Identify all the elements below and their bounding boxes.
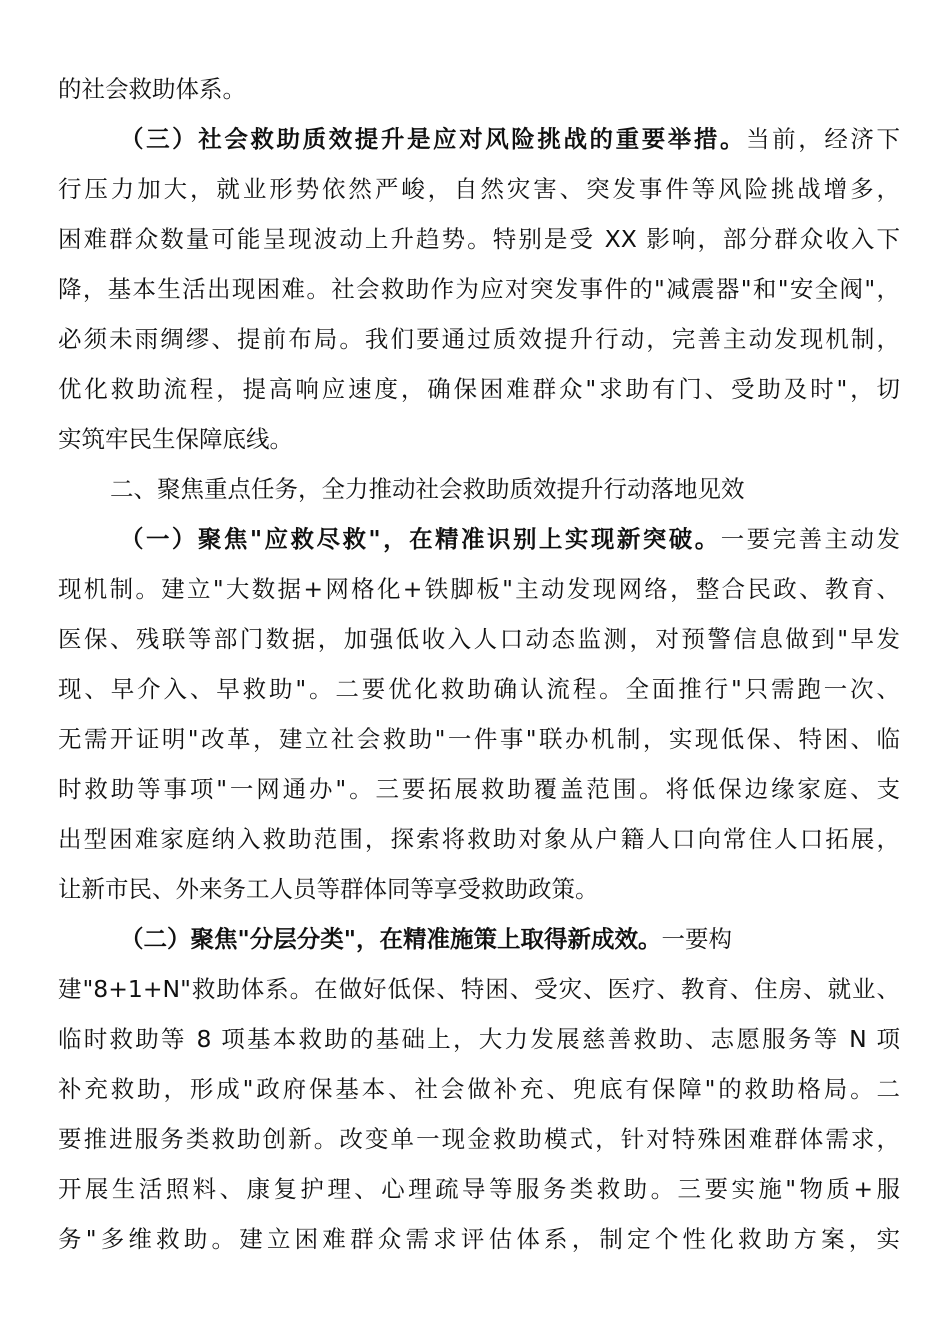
text-line <box>58 1114 900 1164</box>
body-text: 的社会救助体系。 <box>58 75 246 103</box>
text-line <box>58 364 900 414</box>
text-line <box>58 764 900 814</box>
body-text: 降，基本生活出现困难。社会救助作为应对突发事件的"减震器"和"安全阀"， <box>58 275 900 303</box>
body-text: 开展生活照料、康复护理、心理疏导等服务类救助。三要实施"物质+服 <box>58 1175 900 1203</box>
body-text: 无需开证明"改革，建立社会救助"一件事"联办机制，实现低保、特困、临 <box>58 725 900 753</box>
body-text: 实筑牢民生保障底线。 <box>58 425 293 453</box>
body-text: 时救助等事项"一网通办"。三要拓展救助覆盖范围。将低保边缘家庭、支 <box>58 775 900 803</box>
body-text: 要推进服务类救助创新。改变单一现金救助模式，针对特殊困难群体需求， <box>58 1125 900 1153</box>
body-text: 困难群众数量可能呈现波动上升趋势。特别是受 XX 影响，部分群众收入下 <box>58 225 900 253</box>
text-line <box>58 964 900 1014</box>
text-line <box>58 1064 900 1114</box>
body-text: 医保、残联等部门数据，加强低收入人口动态监测，对预警信息做到"早发 <box>58 625 900 653</box>
body-text: 当前，经济下 <box>746 125 900 153</box>
text-line <box>58 164 900 214</box>
body-text: 现、早介入、早救助"。二要优化救助确认流程。全面推行"只需跑一次、 <box>58 675 900 703</box>
text-line <box>58 914 900 964</box>
body-text: 行压力加大，就业形势依然严峻，自然灾害、突发事件等风险挑战增多， <box>58 175 900 203</box>
text-line <box>58 264 900 314</box>
text-line <box>58 464 900 514</box>
document-page <box>58 64 900 1264</box>
body-text: 二、聚焦重点任务，全力推动社会救助质效提升行动落地见效 <box>110 475 745 503</box>
body-text: 优化救助流程，提高响应速度，确保困难群众"求助有门、受助及时"，切 <box>58 375 900 403</box>
text-line <box>58 64 900 114</box>
text-line <box>58 864 900 914</box>
body-text: 出型困难家庭纳入救助范围，探索将救助对象从户籍人口向常住人口拓展， <box>58 825 900 853</box>
body-text: 一要构 <box>661 925 732 953</box>
body-text: 补充救助，形成"政府保基本、社会做补充、兜底有保障"的救助格局。二 <box>58 1075 900 1103</box>
text-line <box>58 564 900 614</box>
text-line <box>58 114 900 164</box>
text-line <box>58 1014 900 1064</box>
text-line <box>58 414 900 464</box>
body-text: 务"多维救助。建立困难群众需求评估体系，制定个性化救助方案，实 <box>58 1225 900 1253</box>
body-text: 建"8+1+N"救助体系。在做好低保、特困、受灾、医疗、教育、住房、就业、 <box>58 975 900 1003</box>
text-line <box>58 1164 900 1214</box>
text-line <box>58 614 900 664</box>
text-line <box>58 664 900 714</box>
body-text: 必须未雨绸缪、提前布局。我们要通过质效提升行动，完善主动发现机制， <box>58 325 900 353</box>
body-text: 一要完善主动发 <box>720 525 900 553</box>
text-line <box>58 714 900 764</box>
bold-heading-text: （一）聚焦"应救尽救"，在精准识别上实现新突破。 <box>120 525 721 553</box>
text-line <box>58 1214 900 1264</box>
body-text: 让新市民、外来务工人员等群体同等享受救助政策。 <box>58 875 599 903</box>
text-line <box>58 814 900 864</box>
text-line <box>58 214 900 264</box>
bold-heading-text: （三）社会救助质效提升是应对风险挑战的重要举措。 <box>120 125 747 153</box>
body-text: 临时救助等 8 项基本救助的基础上，大力发展慈善救助、志愿服务等 N 项 <box>58 1025 900 1053</box>
bold-heading-text: （二）聚焦"分层分类"，在精准施策上取得新成效。 <box>120 925 662 953</box>
text-line <box>58 514 900 564</box>
body-text: 现机制。建立"大数据+网格化+铁脚板"主动发现网络，整合民政、教育、 <box>58 575 900 603</box>
text-line <box>58 314 900 364</box>
